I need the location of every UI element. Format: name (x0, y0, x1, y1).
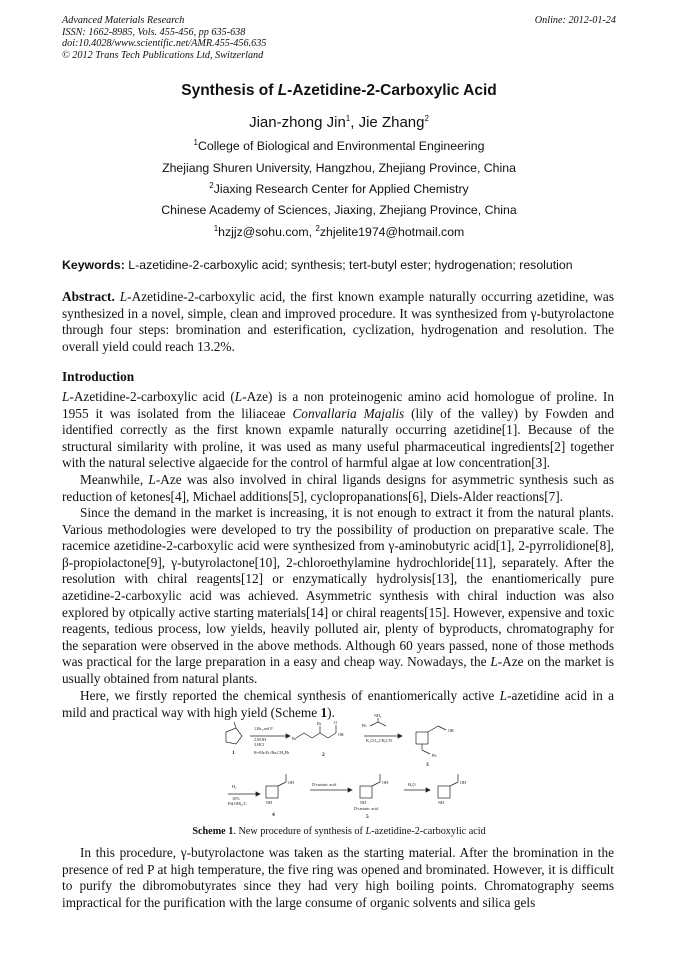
issn-line: ISSN: 1662-8985, Vols. 455-456, pp 635-638 (62, 26, 246, 38)
atom-or-1: OR (338, 732, 344, 737)
compound-label-5: 5 (366, 814, 369, 820)
intro-paragraph-2: Meanwhile, L-Aze was also involved in chiral ligands designs for asymmetric synthesis such as reduction of ketones[4], Michael additions[5], cyclopropanations[6], Diels-Alder reactions[7]. (62, 472, 615, 504)
section-heading-introduction: Introduction (62, 369, 135, 384)
atom-ph-2: Ph (432, 753, 437, 758)
atom-br-1: Br (292, 736, 297, 741)
salt-label: D-tartaric acid (354, 806, 379, 811)
atom-oh-2: OH (382, 780, 389, 785)
journal-header (62, 15, 616, 61)
affiliation-1-line2: Zhejiang Shuren University, Hangzhou, Zhejiang Province, China (162, 161, 516, 175)
online-date: Online: 2012-01-24 (534, 15, 616, 26)
compound-label-2: 2 (322, 752, 325, 758)
journal-name: Advanced Materials Research (62, 15, 185, 26)
scheme-caption: Scheme 1. New procedure of synthesis of L-azetidine-2-carboxylic acid (192, 826, 486, 837)
reagent-3a: H₂ (232, 784, 237, 789)
l-aze-product-ring (438, 786, 450, 798)
email-2[interactable]: zhjelite1974@hotmail.com (319, 225, 465, 239)
reagent-1b: 2.ROH (254, 737, 266, 742)
atom-nh-3: NH (438, 800, 445, 805)
author-1: Jian-zhong Jin (249, 114, 346, 131)
lactone-ring (226, 728, 242, 744)
affiliation-2-line2: Chinese Academy of Sciences, Jiaxing, Zhejiang Province, China (161, 203, 517, 217)
paper-title: Synthesis of L-Azetidine-2-Carboxylic Acid (181, 82, 497, 99)
compound-label-4: 4 (272, 812, 275, 818)
email-line: $^1$hzjjz@sohu.com, $^2$zhjelite1974@hotmail.com (213, 223, 465, 239)
azetidine-acid-ring (266, 786, 278, 798)
abstract: Abstract. L-Azetidine-2-carboxylic acid, the first known example naturally occurring azetidine, was synthesized in a novel, simple, clean and improved procedure. It was synthesized from γ-butyrolactone through four steps: bromination and esterification, cyclization, hydrogenation and resolution. The overall yield could reach 13.2%. (62, 289, 614, 354)
atom-oh-1: OH (288, 780, 295, 785)
amine-structure (370, 722, 386, 726)
email-1[interactable]: hzjjz@sohu.com (218, 225, 309, 239)
reagent-3c: Pd(OH)₂/C (228, 801, 247, 806)
intro-paragraph-1: L-Azetidine-2-carboxylic acid (L-Aze) is a non proteinogenic amino acid homologue of proline. In 1955 it was isolated from the liliaceae Convallaria Majalis (lily of the valley) by Fowden and identified correctly as the first known expamle naturally occurring azetidine[1]. Because of the structural similarity with proline, it was used as many useful pharmaceutical ingredients[2] together with the natural selective algaecide for the control of harmful algae at low concentration[3]. (62, 389, 614, 471)
reaction-scheme (220, 713, 482, 822)
affiliation-1-line1: $^1$College of Biological and Environmental Engineering (193, 137, 485, 153)
atom-oh-3: OH (460, 780, 467, 785)
intro-paragraph-4: Here, we firstly reported the chemical synthesis of enantiomerically active L-azetidine acid in a mild and practical way with high yield (Scheme 1). (62, 688, 614, 720)
reagent-1c: 3.HCl (254, 742, 265, 747)
atom-or-2: OR (448, 728, 454, 733)
reagent-4: D-tartaric acid (312, 782, 337, 787)
body-paragraph-5: In this procedure, γ-butyrolactone was taken as the starting material. After the bromination in the presence of red P at high temperature, the five ring was opened and brominated. However, it is difficult to purify the dibromobutyrates since they had very high boiling points. Chromatography seems impractical for the purification with the large consume of organic solvents and silica gels (62, 845, 614, 910)
intro-paragraph-3: Since the demand in the market is increasing, it is not enough to extract it from the natural plants. Various methodologies were developed to try the possibility of production on preparative scale. The racemice azetidine-2-carboxylic acid were synthesized from γ-aminobutyric acid[1], 2-pyrrolidione[8], β-propiolactone[9], γ-butyrolactone[10], 2-chloroethylamine hydrochloride[11], separately. After the resolution with chiral reagents[12] or enzymatically hydrolysis[13], the enantiomerically pure azetidine-2-carboxylic acid was achieved. Asymmetric synthesis with chiral induction was also explored by otpically active starting materials[14] or chiral reagents[15]. However, expensive and toxic reagents, tedious process, low yields, heavily polluted air, plenty of byproducts, chromatography for the separation were observed in the above methods. Although 60 years passed, none of those methods was practical for the large preparation in a easy and cheap way. Nowadays, the L-Aze on the market is usually obtained from natural plants. (62, 505, 614, 686)
atom-nh2: NH₂ (374, 713, 382, 718)
azetidine-ester-ring (416, 732, 428, 744)
compound-label-1: 1 (232, 750, 235, 756)
atom-o-ester: O (334, 720, 338, 725)
author-2: Jie Zhang (358, 114, 425, 131)
keywords: Keywords: L-azetidine-2-carboxylic acid; synthesis; tert-butyl ester; hydrogenation; resolution (62, 258, 573, 272)
atom-nh-1: NH (266, 800, 273, 805)
copyright-line: © 2012 Trans Tech Publications Ltd, Switzerland (62, 49, 264, 61)
reagent-1a: 1.Br₂,red P (254, 726, 273, 731)
atom-nh-2: NH (360, 800, 367, 805)
doi-line[interactable]: doi:10.4028/www.scientific.net/AMR.455-456.635 (62, 38, 267, 50)
atom-br-2: Br (317, 721, 322, 726)
tartrate-salt-ring (360, 786, 372, 798)
compound-label-3: 3 (426, 762, 429, 768)
atom-ph-1: Ph (362, 723, 367, 728)
reagent-5: H₂O (408, 782, 416, 787)
dibromo-ester-chain (296, 733, 336, 738)
r-group-note: R=Me,Et,ᵗBu,CH₂Ph (254, 750, 289, 755)
author-list: Jian-zhong Jin$^1$, Jie Zhang$^2$ (249, 114, 429, 131)
reagent-3b: 10% (232, 796, 240, 801)
affiliation-2-line1: $^2$Jiaxing Research Center for Applied Chemistry (209, 180, 469, 196)
reagent-2: K₂CO₃,CH₃CN (366, 738, 392, 743)
